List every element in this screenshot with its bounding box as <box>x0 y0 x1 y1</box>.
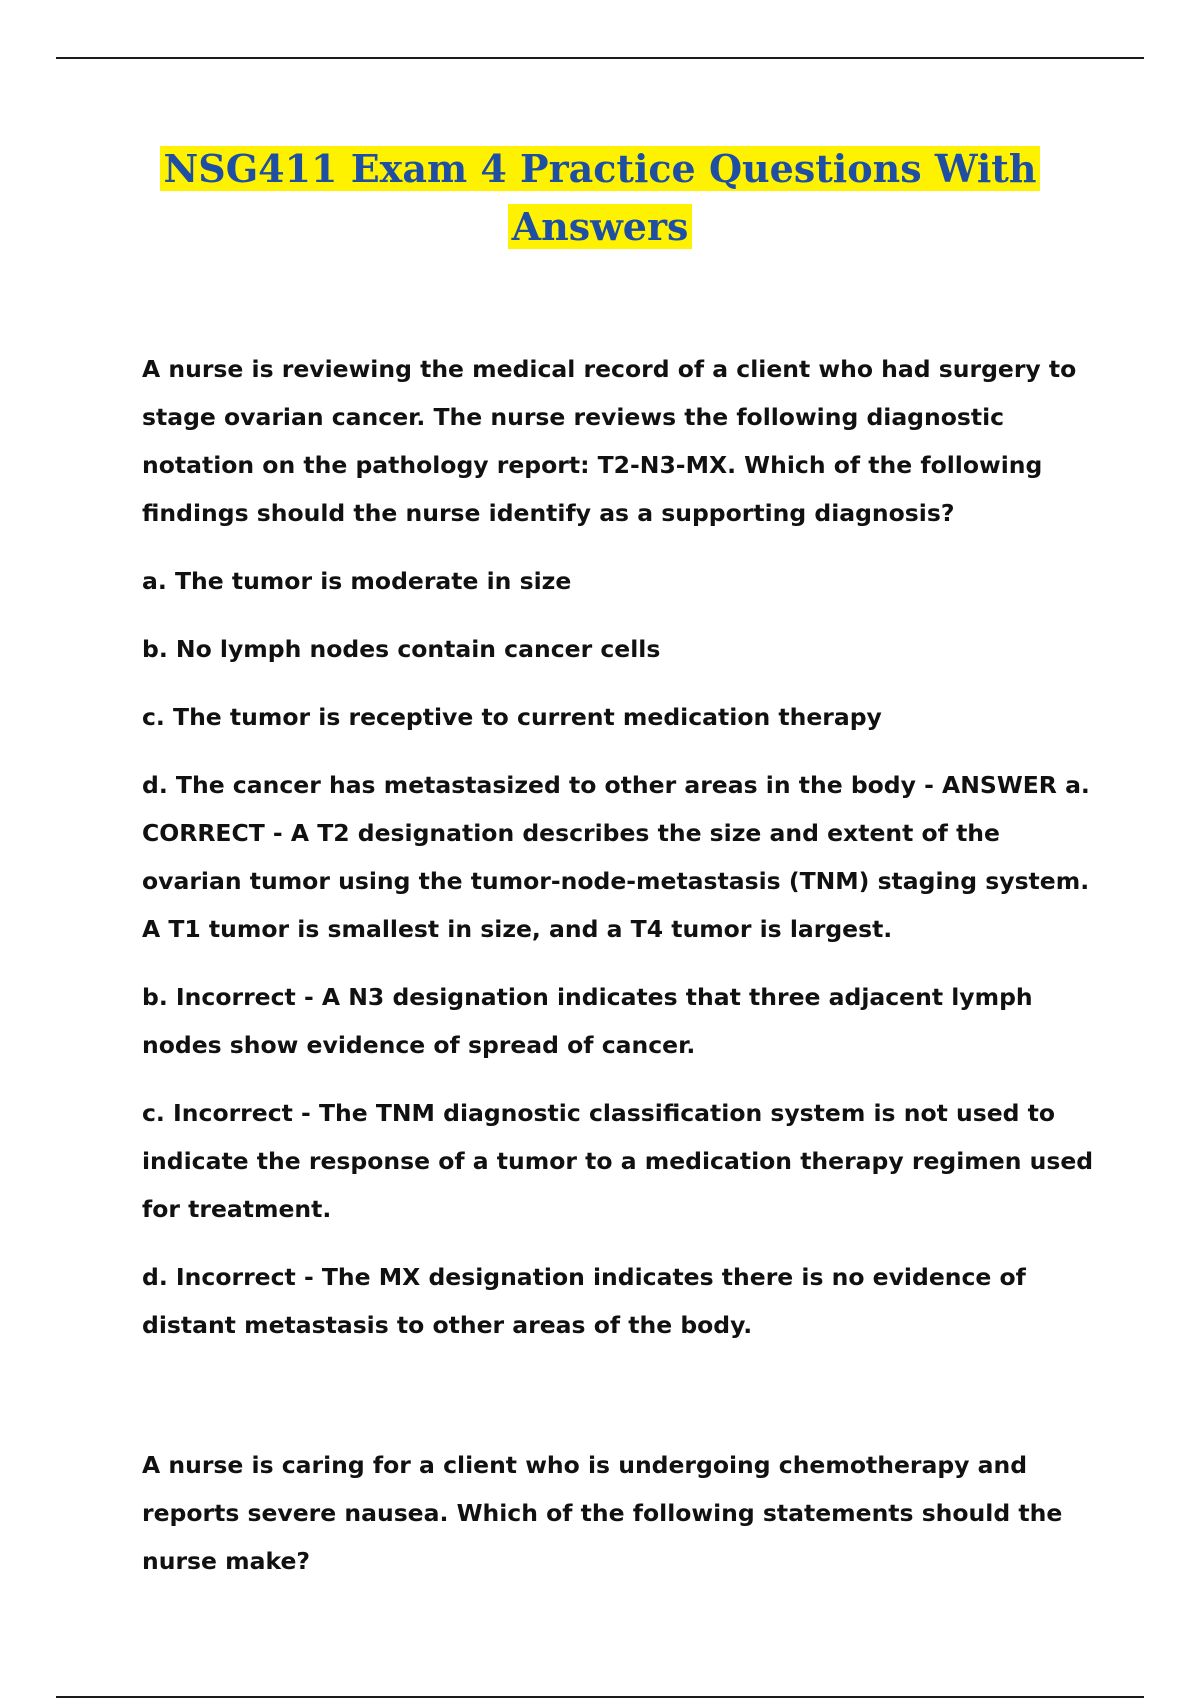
document-body <box>142 345 1102 1605</box>
question-1-stem: A nurse is reviewing the medical record of a client who had surgery to stage ovarian cancer. The nurse reviews the following diagnostic notation on the pathology report: T2-N3-MX. Which of the following findings should the nurse identify as a supporting diagnosis? <box>142 355 1077 527</box>
question-2-stem: A nurse is caring for a client who is undergoing chemotherapy and reports severe nausea. Which of the following statements should the nurse make? <box>142 1451 1063 1575</box>
title-line-2: Answers <box>0 198 1200 256</box>
title-line-1: NSG411 Exam 4 Practice Questions With <box>0 140 1200 198</box>
question-1-option-b: b. No lymph nodes contain cancer cells <box>142 635 661 663</box>
document-title <box>0 140 1200 256</box>
top-rule <box>56 57 1144 59</box>
bottom-rule <box>56 1696 1144 1698</box>
question-1-rationale-d: d. Incorrect - The MX designation indicates there is no evidence of distant metastasis to other areas of the body. <box>142 1263 1026 1339</box>
question-1-option-a: a. The tumor is moderate in size <box>142 567 572 595</box>
question-1-option-d-answer: d. The cancer has metastasized to other areas in the body - ANSWER a. CORRECT - A T2 designation describes the size and extent of the ovarian tumor using the tumor-node-metastasis (TNM) staging system. A T1 tumor is smallest in size, and a T4 tumor is largest. <box>142 771 1090 943</box>
question-1-option-c: c. The tumor is receptive to current medication therapy <box>142 703 882 731</box>
question-1-rationale-b: b. Incorrect - A N3 designation indicates that three adjacent lymph nodes show evidence of spread of cancer. <box>142 983 1033 1059</box>
question-spacer <box>142 1369 1102 1441</box>
question-1-rationale-c: c. Incorrect - The TNM diagnostic classification system is not used to indicate the response of a tumor to a medication therapy regimen used for treatment. <box>142 1099 1094 1223</box>
